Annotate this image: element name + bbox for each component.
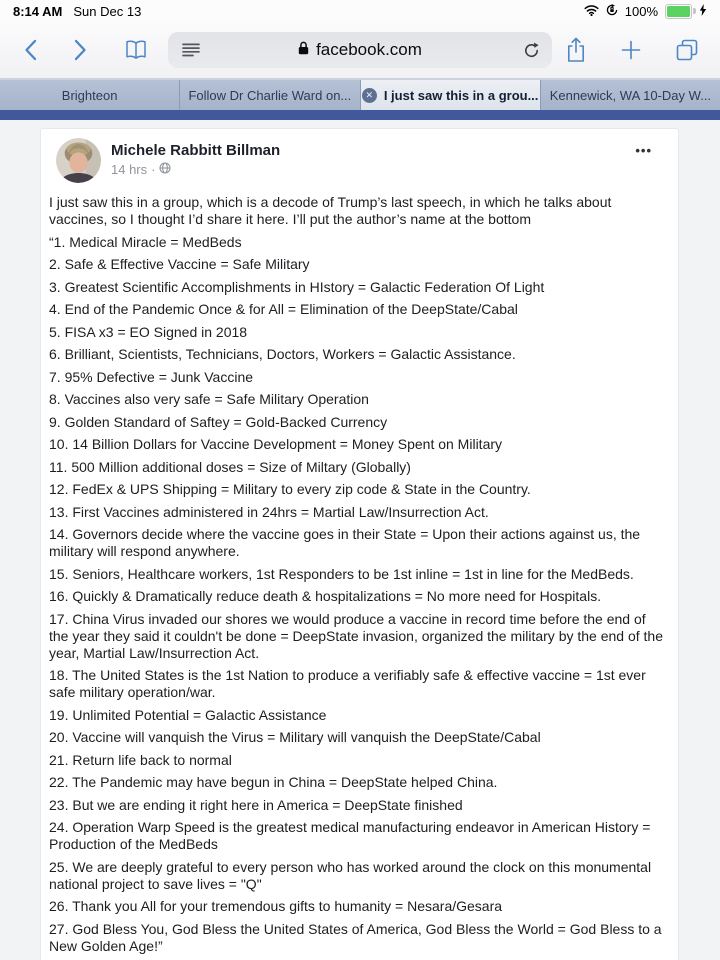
- post-paragraph: 26. Thank you All for your tremendous gifts to humanity = Nesara/Gesara: [49, 898, 503, 914]
- post-paragraph: “1. Medical Miracle = MedBeds: [49, 233, 242, 250]
- post-paragraph: 17. China Virus invaded our shores we would produce a vaccine in record time before the end of the year they said it couldn't be done = DeepState invasion, organized the military by the end of the year, Martial Law/Insurrection Act.: [49, 610, 664, 661]
- post-paragraph: 14. Governors decide where the vaccine goes in their State = Upon their actions against us, the military will respond anywhere.: [49, 526, 641, 559]
- post-paragraph: 16. Quickly & Dramatically reduce death & hospitalizations = No more need for Hospitals.: [49, 588, 602, 604]
- tab-bar: [0, 79, 720, 110]
- forward-button[interactable]: [74, 39, 87, 61]
- address-bar[interactable]: [168, 32, 552, 68]
- browser-tab[interactable]: [0, 80, 180, 110]
- post-paragraph: 27. God Bless You, God Bless the United States of America, God Bless the World = God Bless to a New Golden Age!”: [49, 920, 662, 954]
- safari-toolbar: [0, 22, 720, 79]
- post-paragraph: 19. Unlimited Potential = Galactic Assistance: [49, 706, 327, 723]
- tab-label: I just saw this in a grou...: [383, 87, 539, 103]
- post-header: [41, 129, 678, 185]
- tab-label: Kennewick, WA 10-Day W...: [549, 87, 712, 103]
- back-button[interactable]: [24, 39, 37, 61]
- post-paragraph: 20. Vaccine will vanquish the Virus = Military will vanquish the DeepState/Cabal: [49, 729, 541, 745]
- toolbar-right: [566, 22, 720, 78]
- browser-tab[interactable]: [361, 80, 541, 110]
- post-paragraph: 6. Brilliant, Scientists, Technicians, Doctors, Workers = Galactic Assistance.: [49, 346, 516, 362]
- post-body: [41, 185, 678, 955]
- post-card: [40, 128, 679, 960]
- charging-bolt-icon: [699, 4, 707, 19]
- post-paragraph: 13. First Vaccines administered in 24hrs = Martial Law/Insurrection Act.: [49, 503, 489, 520]
- status-left: [13, 4, 141, 19]
- post-options-ellipsis-icon[interactable]: •••: [629, 142, 658, 159]
- post-paragraph: 24. Operation Warp Speed is the greatest medical manufacturing endeavor in American History = Production of the MedBeds: [49, 819, 651, 852]
- post-paragraph: 11. 500 Million additional doses = Size of Miltary (Globally): [49, 458, 411, 475]
- post-paragraph: 5. FISA x3 = EO Signed in 2018: [49, 323, 248, 340]
- post-paragraph: 3. Greatest Scientific Accomplishments in HIstory = Galactic Federation Of Light: [49, 278, 545, 295]
- post-paragraph: 18. The United States is the 1st Nation to produce a verifiably safe & effective vaccine = 1st ever safe military operation/war.: [49, 667, 646, 700]
- https-lock-icon: [298, 40, 309, 60]
- status-bar: [0, 0, 720, 22]
- browser-tab[interactable]: [541, 80, 720, 110]
- post-paragraph: 15. Seniors, Healthcare workers, 1st Responders to be 1st inline = 1st in line for the MedBeds.: [49, 565, 634, 582]
- battery-icon: [665, 4, 692, 19]
- share-icon[interactable]: [566, 37, 586, 63]
- post-timestamp[interactable]: 14 hrs: [111, 162, 148, 177]
- status-right: [584, 4, 707, 19]
- meta-separator: ·: [151, 162, 156, 177]
- post-paragraph: 25. We are deeply grateful to every person who has worked around the clock on this monumental national project to save lives = "Q": [49, 858, 652, 892]
- wifi-icon: [584, 4, 599, 19]
- facebook-header-strip: [0, 110, 720, 120]
- post-paragraph: 9. Golden Standard of Saftey = Gold-Backed Currency: [49, 413, 388, 430]
- post-paragraph: 21. Return life back to normal: [49, 751, 232, 768]
- close-tab-icon[interactable]: ✕: [362, 88, 377, 103]
- url-text-group: [298, 40, 422, 60]
- status-time: 8:14 AM: [13, 3, 63, 19]
- nav-buttons: [0, 39, 148, 61]
- refresh-icon[interactable]: [523, 42, 540, 59]
- tab-label: Brighteon: [61, 87, 118, 103]
- post-meta: [111, 162, 280, 177]
- post-paragraph: 12. FedEx & UPS Shipping = Military to every zip code & State in the Country.: [49, 481, 531, 497]
- tab-overview-icon[interactable]: [676, 39, 698, 61]
- facebook-page: [0, 120, 720, 960]
- tab-label: Follow Dr Charlie Ward on...: [188, 87, 352, 103]
- browser-tab[interactable]: [180, 80, 360, 110]
- post-paragraph: 7. 95% Defective = Junk Vaccine: [49, 368, 254, 385]
- post-paragraph: I just saw this in a group, which is a decode of Trump’s last speech, in which he talks about vaccines, so I thought I’d share it here. I’ll put the author’s name at the bottom: [49, 194, 612, 227]
- post-paragraph: 8. Vaccines also very safe = Safe Military Operation: [49, 391, 369, 407]
- post-paragraph: 4. End of the Pandemic Once & for All = Elimination of the DeepState/Cabal: [49, 301, 518, 317]
- orientation-lock-icon: [606, 4, 618, 19]
- globe-privacy-icon: [159, 162, 171, 177]
- new-tab-plus-icon[interactable]: [621, 40, 641, 60]
- post-paragraph: 2. Safe & Effective Vaccine = Safe Military: [49, 256, 310, 272]
- status-date: Sun Dec 13: [73, 3, 142, 19]
- post-paragraph: 22. The Pandemic may have begun in China = DeepState helped China.: [49, 774, 498, 790]
- bookmarks-icon[interactable]: [124, 40, 148, 60]
- post-header-text: [111, 138, 280, 183]
- battery-percent: 100%: [624, 3, 658, 19]
- post-paragraph: 10. 14 Billion Dollars for Vaccine Development = Money Spent on Military: [49, 436, 503, 452]
- post-author[interactable]: Michele Rabbitt Billman: [111, 142, 281, 159]
- url-text: facebook.com: [316, 40, 422, 59]
- avatar[interactable]: [56, 138, 101, 183]
- post-paragraph: 23. But we are ending it right here in America = DeepState finished: [49, 796, 463, 813]
- reader-view-icon[interactable]: [181, 42, 201, 58]
